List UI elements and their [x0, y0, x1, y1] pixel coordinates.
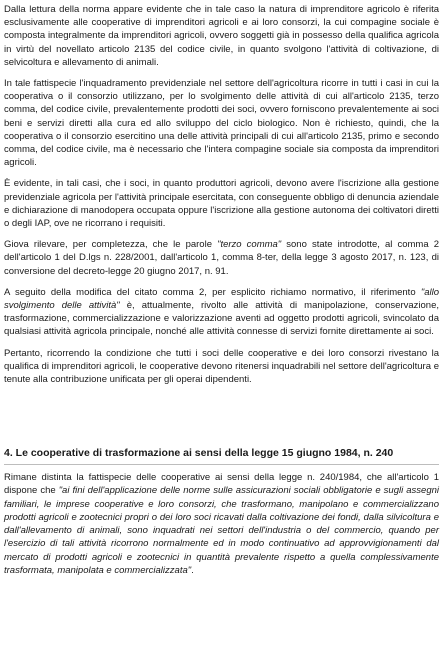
paragraph-5-quote: "allo svolgimento delle attività"	[4, 286, 439, 312]
section-body	[4, 471, 439, 577]
paragraph-7	[4, 471, 439, 577]
section-heading: 4. Le cooperative di trasformazione ai sensi della legge 15 giugno 1984, n. 240	[4, 447, 394, 459]
document-body	[4, 0, 439, 386]
paragraph-4-text-after: sono state introdotte, al comma 2 dell'articolo 1 del D.lgs n. 228/2001, dall'articolo 1, comma 8-ter, della legge 3 agosto 2017, n. 123, di conversione del decreto-legge 20 giugno 2017, n. 91.	[4, 239, 440, 277]
paragraph-4-quote: "terzo comma"	[217, 239, 282, 251]
paragraph-2: In tale fattispecie l'inquadramento previdenziale nel settore dell'agricoltura ricorre in tutti i casi in cui la cooperativa o il consorzio utilizzano, per lo svolgimento delle attività di cui all'articolo 2135, terzo comma, del codice civile, prevalentemente prodotti dei soci, ovvero forniscono prevalentemente ai soci beni e servizi diretti alla cura ed allo sviluppo del ciclo biologico. Non è richiesto, quindi, che la cooperativa o il consorzio esercitino una delle attività principali di cui all'articolo 2135, primo e secondo comma, del codice civile, ma è necessario che l'intera compagine sociale sia composta da imprenditori agricoli.	[4, 78, 439, 169]
paragraph-3: È evidente, in tali casi, che i soci, in quanto produttori agricoli, devono avere l'iscrizione alla gestione previdenziale agricola per l'attività principale esercitata, con conseguente obbligo di denuncia aziendale e dichiarazione di manodopera occupata oppure l'iscrizione alla gestione autonoma dei coltivatori diretti o degli IAP, ove ne ricorrano i requisiti.	[4, 178, 439, 230]
paragraph-7-text-before: Rimane distinta la fattispecie delle cooperative ai sensi della legge n. 240/1984, che all'articolo 1 dispone che	[4, 472, 439, 497]
paragraph-5-text-after: è, attualmente, rivolto alle attività di manipolazione, conservazione, trasformazione, commercializzazione e valorizzazione aventi ad oggetto prodotti agricoli, svincolato da qualsiasi attività agricola principale, nonché alle attività connesse di servizi fornite direttamente ai soci.	[4, 300, 440, 338]
paragraph-4	[4, 238, 439, 278]
paragraph-7-text-after: .	[191, 565, 194, 577]
paragraph-6: Pertanto, ricorrendo la condizione che tutti i soci delle cooperative e dei loro consorzi rivestano la qualifica di imprenditori agricoli, le cooperative devono ritenersi inquadrabili nel settore dell'agricoltura e tenute alla contribuzione unificata per gli operai dipendenti.	[4, 347, 439, 386]
paragraph-5-text-before: A seguito della modifica del citato comma 2, per esplicito richiamo normativo, il riferimento	[4, 286, 421, 298]
section-divider	[4, 464, 439, 465]
paragraph-1: Dalla lettura della norma appare evidente che in tale caso la natura di imprenditore agricolo è riferita esclusivamente alle cooperative di imprenditori agricoli e ai loro consorzi, la cui compagine sociale è composta integralmente da imprenditori agricoli, ovvero soggetti già in possesso della qualifica agricola in virtù del novellato articolo 2135 del codice civile, in quanto svolgono l'attività di coltivazione, di selvicoltura e allevamento di animali.	[4, 4, 439, 68]
paragraph-7-quote: "ai fini dell'applicazione delle norme sulle assicurazioni sociali obbligatorie e sugli assegni familiari, le imprese cooperative e loro consorzi, che trasformano, manipolano e commercializzano prodotti agricoli e zootecnici propri o dei loro soci ricavati dalla coltivazione dei fondi, dalla silvicoltura e dall'allevamento di animali, sono inquadrati nei settori dell'industria o del commercio, quando per l'esercizio di tali attività ricorrono normalmente ed in modo continuativo ad approvvigionamenti dal mercato di prodotti agricoli e zootecnici in quantità prevalente rispetto a quella complessivamente trasformata, manipolata e commercializzata"	[4, 485, 439, 577]
paragraph-4-text-before: Giova rilevare, per completezza, che le parole	[4, 239, 218, 251]
paragraph-5	[4, 286, 439, 339]
